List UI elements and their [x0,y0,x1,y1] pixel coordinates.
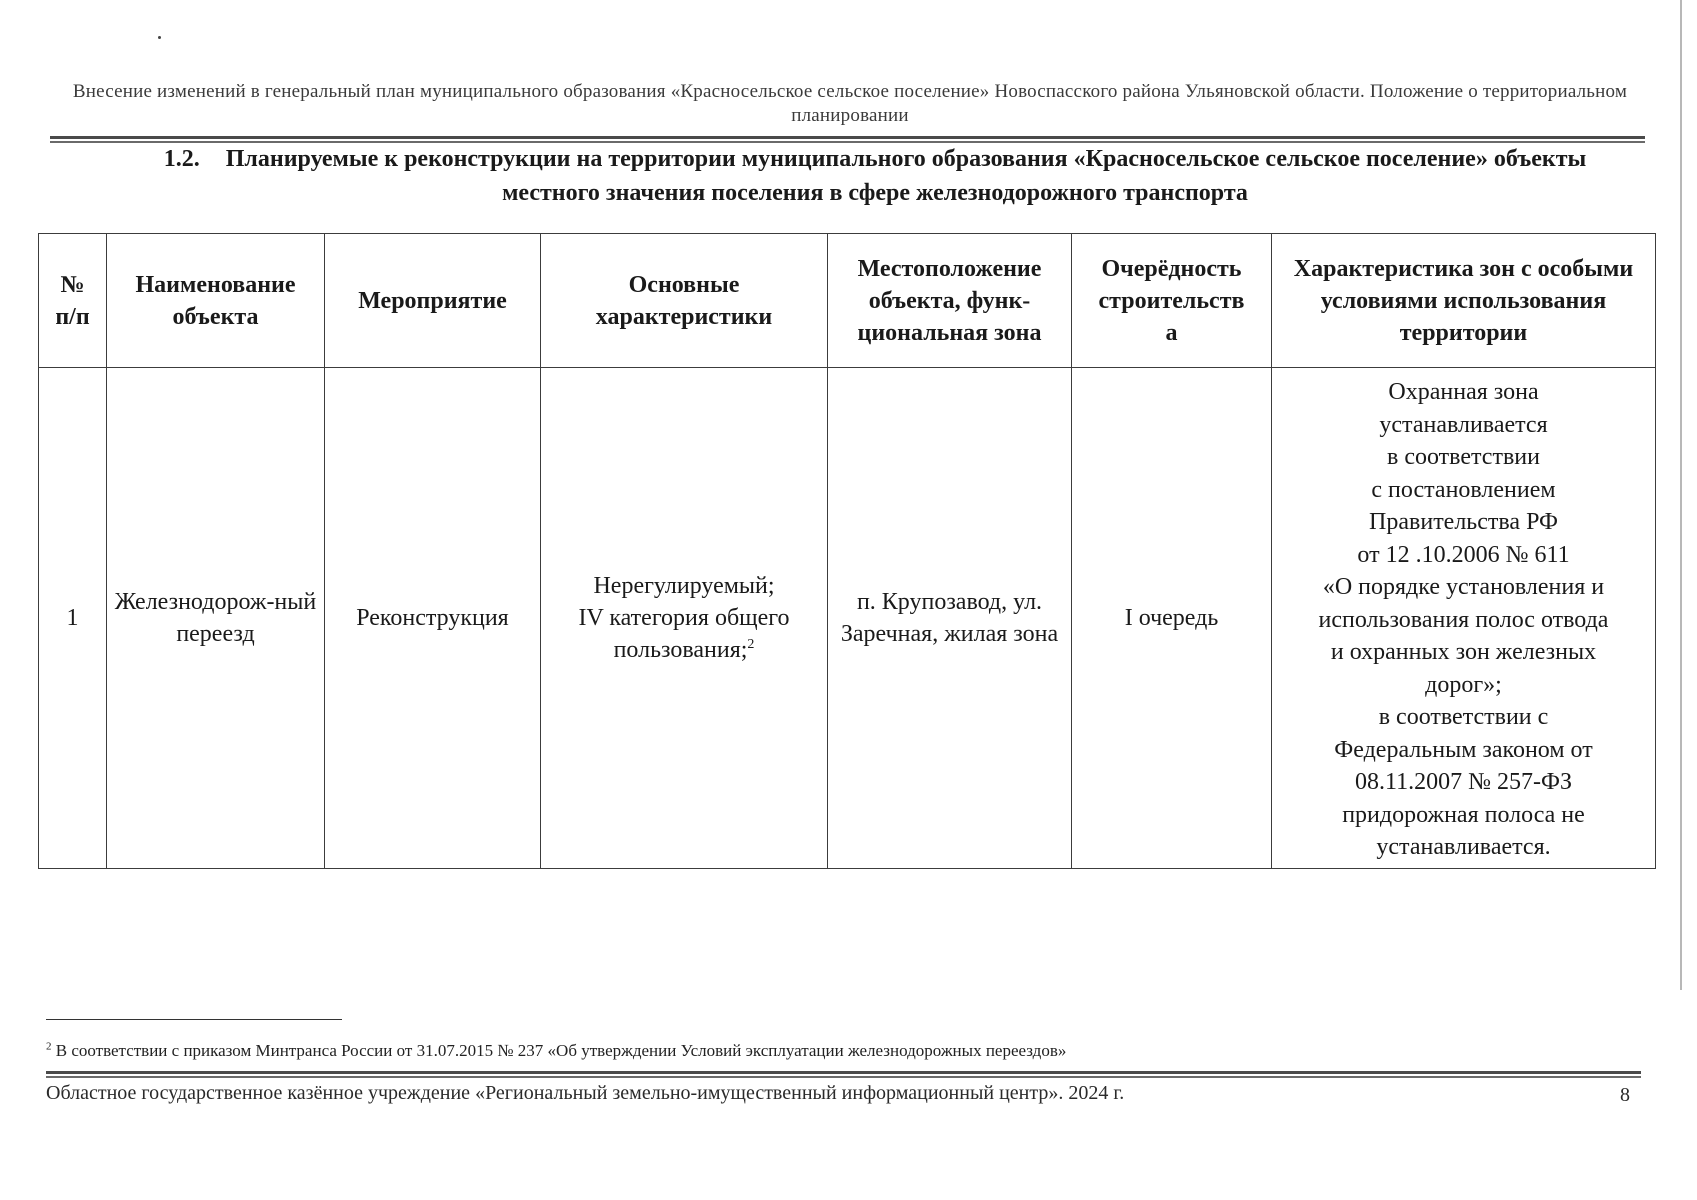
zone-line: использования полос отвода [1318,606,1609,633]
footnote-ref: 2 [747,636,755,652]
header-queue-end: а [1165,319,1178,346]
characteristics-line1: Нерегулируемый; [593,572,775,599]
header-measure: Мероприятие [325,234,541,368]
section-title [150,142,1600,210]
cell-name: Железнодорож-ный переезд [107,368,325,869]
zone-line: от 12 .10.2006 № 611 [1357,541,1570,568]
zone-line: устанавливается. [1376,834,1551,860]
zone-line: Охранная зона [1388,379,1539,405]
header-queue [1072,234,1272,368]
zone-line: придорожная полоса не [1342,801,1585,828]
footnote-separator [46,1019,342,1020]
running-header: Внесение изменений в генеральный план муниципального образования «Красносельское сельское поселение» Новоспасского района Ульяновской области. Положение о территориальном планировании [72,81,1628,126]
zone-line: устанавливается [1379,411,1548,438]
cell-measure: Реконструкция [325,368,541,869]
zone-line: Федеральным законом от [1334,736,1593,763]
characteristics-line2: IV категория общего пользования; [578,604,790,663]
zone-line: дорог»; [1425,671,1502,698]
zone-line: Правительства РФ [1369,509,1558,535]
section-title-text: Планируемые к реконструкции на территории муниципального образования «Красносельское сельское поселение» объекты местного значения поселения в сфере железнодорожного транспорта [225,146,1587,206]
objects-table [38,233,1656,869]
header-characteristics: Основные характеристики [541,234,828,368]
zone-line: и охранных зон железных [1330,639,1597,665]
footer-rule [46,1071,1641,1078]
cell-characteristics [541,368,828,869]
header-num [39,234,107,368]
zone-line: в соответствии с [1378,704,1549,730]
table-row [39,368,1656,869]
zone-line: в соответствии [1387,444,1540,470]
header-zones: Характеристика зон с особыми условиями использования территории [1272,234,1656,368]
section-number: 1.2. [163,146,200,172]
header-num-line2: п/п [55,303,90,330]
cell-num: 1 [39,368,107,869]
cell-queue: I очередь [1072,368,1272,869]
footnote-marker: 2 [46,1040,52,1053]
cell-zones [1272,368,1656,869]
running-footer: Областное государственное казённое учреждение «Региональный земельно-имущественный информационный центр». 2024 г. [46,1082,1125,1104]
scan-speck [158,36,161,39]
footnote-text: В соответствии с приказом Минтранса России от 31.07.2015 № 237 «Об утверждении Условий эксплуатации железнодорожных переездов» [55,1041,1067,1060]
zone-line: с постановлением [1371,476,1556,503]
header-name: Наименование объекта [107,234,325,368]
zone-line: «О порядке установления и [1322,574,1605,600]
table-header-row [39,234,1656,368]
header-num-line1: № [60,271,85,298]
scan-edge-line [1680,0,1682,990]
header-queue-main: Очерёдность строительств [1098,255,1245,314]
footnote [46,1040,1066,1062]
zone-line: 08.11.2007 № 257-ФЗ [1355,769,1572,795]
cell-location: п. Крупозавод, ул. Заречная, жилая зона [828,368,1072,869]
header-location: Местоположение объекта, функ-циональная зона [828,234,1072,368]
page-number: 8 [1620,1084,1630,1106]
